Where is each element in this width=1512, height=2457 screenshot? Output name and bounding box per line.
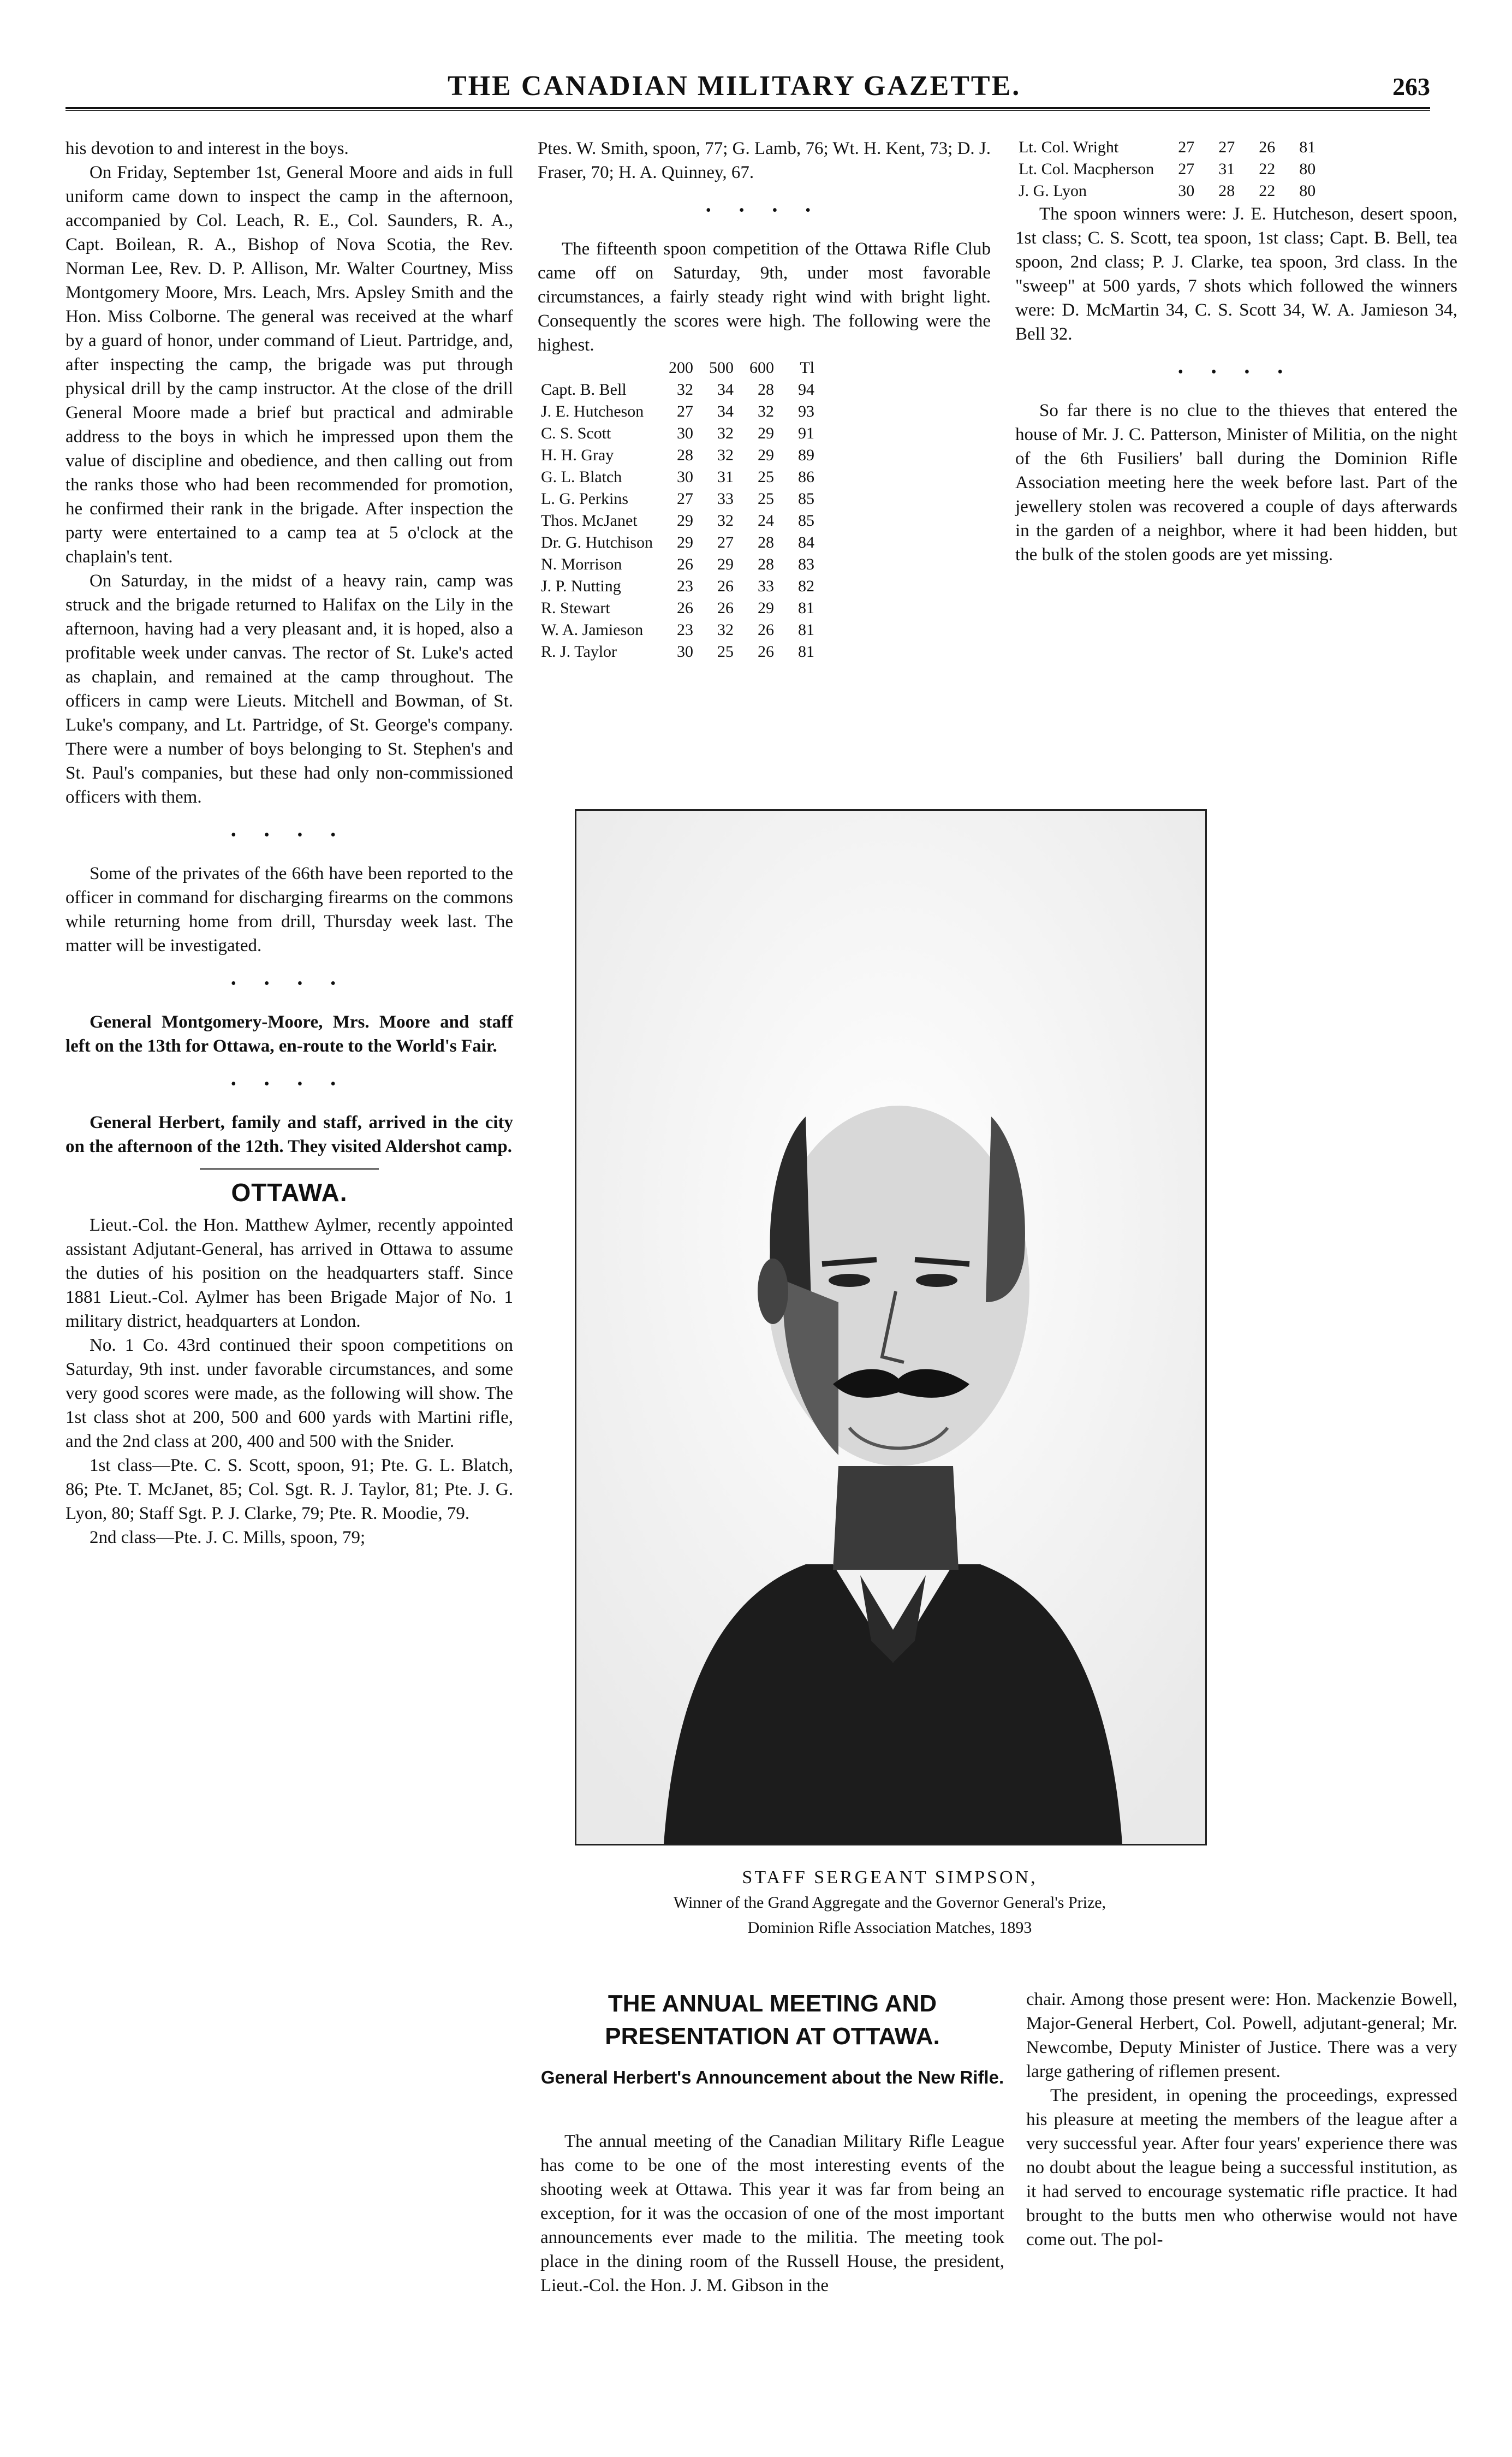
score-cell: 25	[758, 490, 774, 508]
score-row	[538, 401, 818, 423]
paragraph: The fifteenth spoon competition of the Ottawa Rifle Club came off on Saturday, 9th, under most favorable circumstances, a fairly steady right wind with bright light. Consequently the scores were high. The following were the highest.	[538, 239, 991, 355]
paragraph: Ptes. W. Smith, spoon, 77; G. Lamb, 76; Wt. H. Kent, 73; D. J. Fraser, 70; H. A. Quinney, 67.	[538, 139, 991, 182]
score-cell: 81	[798, 599, 814, 617]
shooter-name: G. L. Blatch	[541, 468, 622, 486]
score-row	[538, 423, 818, 444]
score-cell: 26	[758, 643, 774, 661]
section-separator: • • • •	[1177, 364, 1295, 381]
score-cell: 34	[717, 381, 734, 399]
shooter-name: L. G. Perkins	[541, 490, 628, 508]
score-cell: 81	[798, 643, 814, 661]
shooter-name: H. H. Gray	[541, 446, 614, 464]
score-cell: 32	[758, 402, 774, 420]
score-cell: 29	[758, 424, 774, 442]
paragraph: The annual meeting of the Canadian Military Rifle League has come to be one of the most interesting events of the shooting week at Ottawa. This year it was far from being an exception, for it was the occasion of one of the most important announcements ever made to the militia. The meeting took place in the dining room of the Russell House, the president, Lieut.-Col. the Hon. J. M. Gibson in the	[540, 2132, 1004, 2295]
score-cell: 83	[798, 555, 814, 573]
score-cell: 32	[717, 512, 734, 530]
score-cell: 28	[758, 381, 774, 399]
score-cell: 94	[798, 381, 814, 399]
score-cell: 93	[798, 402, 814, 420]
shooter-name: C. S. Scott	[541, 424, 611, 442]
shooter-name: N. Morrison	[541, 555, 622, 573]
portrait-photo	[575, 809, 1207, 1845]
score-cell: 27	[1178, 138, 1195, 156]
right-column	[1015, 136, 1457, 567]
portrait-image	[576, 811, 1205, 1844]
shooter-name: R. J. Taylor	[541, 643, 617, 661]
shooter-name: Capt. B. Bell	[541, 381, 627, 399]
article-subtitle: General Herbert's Announcement about the New Rifle.	[540, 2067, 1004, 2087]
score-row	[538, 510, 818, 532]
score-cell: 27	[677, 402, 693, 420]
shooter-name: Lt. Col. Wright	[1019, 138, 1119, 156]
score-cell: 31	[717, 468, 734, 486]
score-cell: 29	[717, 555, 734, 573]
score-cell: 23	[677, 577, 693, 595]
score-row	[538, 488, 818, 510]
score-cell: 84	[798, 533, 814, 551]
paragraph: 2nd class—Pte. J. C. Mills, spoon, 79;	[90, 1528, 366, 1547]
score-cell: 82	[798, 577, 814, 595]
shooter-name: Dr. G. Hutchison	[541, 533, 653, 551]
section-separator: • • • •	[230, 827, 348, 844]
left-column	[66, 136, 513, 1550]
score-row	[538, 641, 818, 663]
score-cell: 24	[758, 512, 774, 530]
score-cell: 27	[717, 533, 734, 551]
score-cell: 81	[798, 621, 814, 639]
paragraph: General Montgomery-Moore, Mrs. Moore and staff left on the 13th for Ottawa, en-route to the World's Fair.	[66, 1012, 513, 1056]
score-cell: 26	[677, 599, 693, 617]
shooter-name: Thos. McJanet	[541, 512, 638, 530]
score-row	[538, 575, 818, 597]
score-row	[538, 619, 818, 641]
score-cell: 81	[1299, 138, 1316, 156]
caption-line: Winner of the Grand Aggregate and the Governor General's Prize,	[673, 1894, 1106, 1912]
score-cell: 23	[677, 621, 693, 639]
score-cell: 26	[677, 555, 693, 573]
score-cell: 30	[677, 643, 693, 661]
score-cell: 28	[758, 533, 774, 551]
score-table	[538, 357, 818, 663]
score-cell: 22	[1259, 160, 1276, 178]
caption-name: STAFF SERGEANT SIMPSON,	[742, 1867, 1038, 1888]
paragraph: The president, in opening the proceedings, expressed his pleasure at meeting the members of the league after a very successful year. After four years' experience there was no doubt about the league being a successful institution, as it had served to encourage systematic rifle practice. It had brought to the butts men who otherwise would not have come out. The pol-	[1026, 2086, 1457, 2250]
score-cell: 28	[1218, 182, 1235, 200]
score-cell: 33	[758, 577, 774, 595]
paragraph: Some of the privates of the 66th have been reported to the officer in command for discharging firearms on the commons while returning home from drill, Thursday week last. The matter will be investigated.	[66, 864, 513, 956]
score-cell: 85	[798, 512, 814, 530]
score-cell: 91	[798, 424, 814, 442]
score-header-cell: 500	[709, 359, 734, 377]
score-row	[538, 554, 818, 575]
score-cell: 80	[1299, 182, 1316, 200]
paragraph: Lieut.-Col. the Hon. Matthew Aylmer, recently appointed assistant Adjutant-General, has arrived in Ottawa to assume the duties of his position on the headquarters staff. Since 1881 Lieut.-Col. Aylmer has been Brigade Major of No. 1 military district, headquarters at London.	[66, 1215, 513, 1331]
score-cell: 85	[798, 490, 814, 508]
score-row	[1015, 158, 1319, 180]
paragraph: 1st class—Pte. C. S. Scott, spoon, 91; Pte. G. L. Blatch, 86; Pte. T. McJanet, 85; Col. Sgt. R. J. Taylor, 81; Pte. J. G. Lyon, 80; Staff Sgt. P. J. Clarke, 79; Pte. R. Moodie, 79.	[66, 1456, 513, 1523]
score-row	[538, 597, 818, 619]
article-title: THE ANNUAL MEETING AND PRESENTATION AT OTTAWA.	[605, 1990, 940, 2050]
score-cell: 26	[717, 577, 734, 595]
masthead	[66, 70, 1430, 108]
score-row	[538, 466, 818, 488]
score-row	[1015, 180, 1319, 202]
paragraph: No. 1 Co. 43rd continued their spoon competitions on Saturday, 9th inst. under favorable circumstances, and some very good scores were made, as the following will show. The 1st class shot at 200, 500 and 600 yards with Martini rifle, and the 2nd class at 200, 400 and 500 with the Snider.	[66, 1336, 513, 1451]
score-cell: 26	[1259, 138, 1276, 156]
paragraph: So far there is no clue to the thieves that entered the house of Mr. J. C. Patterson, Minister of Militia, on the night of the 6th Fusiliers' ball during the Dominion Rifle Association meeting here the week before last. Part of the jewellery stolen was recovered a couple of days afterwards in the garden of a neighbor, where it had been hidden, but the bulk of the stolen goods are yet missing.	[1015, 401, 1457, 565]
paragraph: General Herbert, family and staff, arrived in the city on the afternoon of the 12th. They visited Aldershot camp.	[66, 1113, 513, 1156]
score-cell: 89	[798, 446, 814, 464]
score-row	[538, 379, 818, 401]
score-cell: 27	[1178, 160, 1195, 178]
score-cell: 33	[717, 490, 734, 508]
score-cell: 29	[758, 599, 774, 617]
score-cell: 32	[677, 381, 693, 399]
score-cell: 27	[1218, 138, 1235, 156]
score-cell: 31	[1218, 160, 1235, 178]
shooter-name: J. P. Nutting	[541, 577, 621, 595]
section-separator: • • • •	[230, 1076, 348, 1093]
score-cell: 26	[758, 621, 774, 639]
page-number: 263	[1392, 73, 1430, 100]
score-cell: 30	[1178, 182, 1195, 200]
score-cell: 32	[717, 424, 734, 442]
score-table-header	[538, 357, 818, 379]
score-cell: 30	[677, 424, 693, 442]
section-heading-ottawa: OTTAWA.	[231, 1178, 348, 1207]
masthead-rule	[66, 107, 1430, 109]
score-cell: 80	[1299, 160, 1316, 178]
masthead-title: THE CANADIAN MILITARY GAZETTE.	[448, 70, 1021, 102]
photo-caption	[546, 1865, 1234, 1940]
score-header-cell: 200	[669, 359, 693, 377]
paragraph: his devotion to and interest in the boys.	[66, 139, 349, 158]
paragraph: On Saturday, in the midst of a heavy rain, camp was struck and the brigade returned to Halifax on the Lily in the afternoon, having had a very pleasant and, it is hoped, also a profitable week under canvas. The rector of St. Luke's acted as chaplain, and remained at the camp throughout. The officers in camp were Lieuts. Mitchell and Bowman, of St. Luke's company, and Lt. Partridge, of St. George's company. There were a number of boys belonging to St. Stephen's and St. Paul's companies, but these had only non-commissioned officers with them.	[66, 571, 513, 807]
masthead-rule-thin	[66, 110, 1430, 111]
score-cell: 22	[1259, 182, 1276, 200]
score-cell: 29	[677, 512, 693, 530]
score-cell: 29	[677, 533, 693, 551]
caption-line: Dominion Rifle Association Matches, 1893	[747, 1919, 1032, 1937]
score-cell: 27	[677, 490, 693, 508]
score-cell: 28	[758, 555, 774, 573]
score-row	[1015, 136, 1319, 158]
shooter-name: R. Stewart	[541, 599, 610, 617]
score-row	[538, 532, 818, 554]
score-header-cell: 600	[749, 359, 774, 377]
score-cell: 86	[798, 468, 814, 486]
paragraph: chair. Among those present were: Hon. Mackenzie Bowell, Major-General Herbert, Col. Powell, adjutant-general; Mr. Newcombe, Deputy Minister of Justice. There was a very large gathering of riflemen present.	[1026, 1990, 1457, 2081]
score-cell: 34	[717, 402, 734, 420]
article-header	[540, 1987, 1004, 2090]
article-column-2	[1026, 1987, 1457, 2252]
score-cell: 32	[717, 621, 734, 639]
section-separator: • • • •	[705, 202, 823, 219]
shooter-name: Lt. Col. Macpherson	[1019, 160, 1154, 178]
score-cell: 25	[717, 643, 734, 661]
middle-column	[538, 136, 991, 663]
score-table-continued	[1015, 136, 1319, 202]
article-column-1	[540, 2129, 1004, 2298]
score-cell: 25	[758, 468, 774, 486]
score-header-cell: Tl	[800, 359, 814, 377]
score-cell: 29	[758, 446, 774, 464]
score-row	[538, 444, 818, 466]
divider	[200, 1168, 379, 1170]
section-separator: • • • •	[230, 975, 348, 992]
shooter-name: J. G. Lyon	[1019, 182, 1087, 200]
score-cell: 26	[717, 599, 734, 617]
paragraph: The spoon winners were: J. E. Hutcheson, desert spoon, 1st class; C. S. Scott, tea spoon, 1st class; Capt. B. Bell, tea spoon, 2nd class; P. J. Clarke, tea spoon, 3rd class. In the "sweep" at 500 yards, 7 shots which followed the winners were: D. McMartin 34, C. S. Scott 34, W. A. Jamieson 34, Bell 32.	[1015, 204, 1457, 344]
score-cell: 28	[677, 446, 693, 464]
score-cell: 30	[677, 468, 693, 486]
score-cell: 32	[717, 446, 734, 464]
paragraph: On Friday, September 1st, General Moore and aids in full uniform came down to inspect the camp in the afternoon, accompanied by Col. Leach, R. E., Col. Saunders, R. A., Capt. Boilean, R. A., Bishop of Nova Scotia, the Rev. Norman Lee, Rev. D. P. Allison, Mr. Walter Courtney, Miss Montgomery Moore, Mrs. Leach, Mrs. Apsley Smith and the Hon. Miss Colborne. The general was received at the wharf by a guard of honor, under command of Lieut. Partridge, and, after inspecting the camp, the brigade was put through physical drill by the camp instructor. At the close of the drill General Moore made a brief but practical and admirable address to the boys in which he impressed upon them the value of discipline and obedience, and then calling out from the ranks those who had been recommended for promotion, he confirmed their rank in the brigade. After inspection the party were entertained to a camp tea at 5 o'clock at the chaplain's tent.	[66, 163, 513, 567]
shooter-name: J. E. Hutcheson	[541, 402, 644, 420]
shooter-name: W. A. Jamieson	[541, 621, 644, 639]
